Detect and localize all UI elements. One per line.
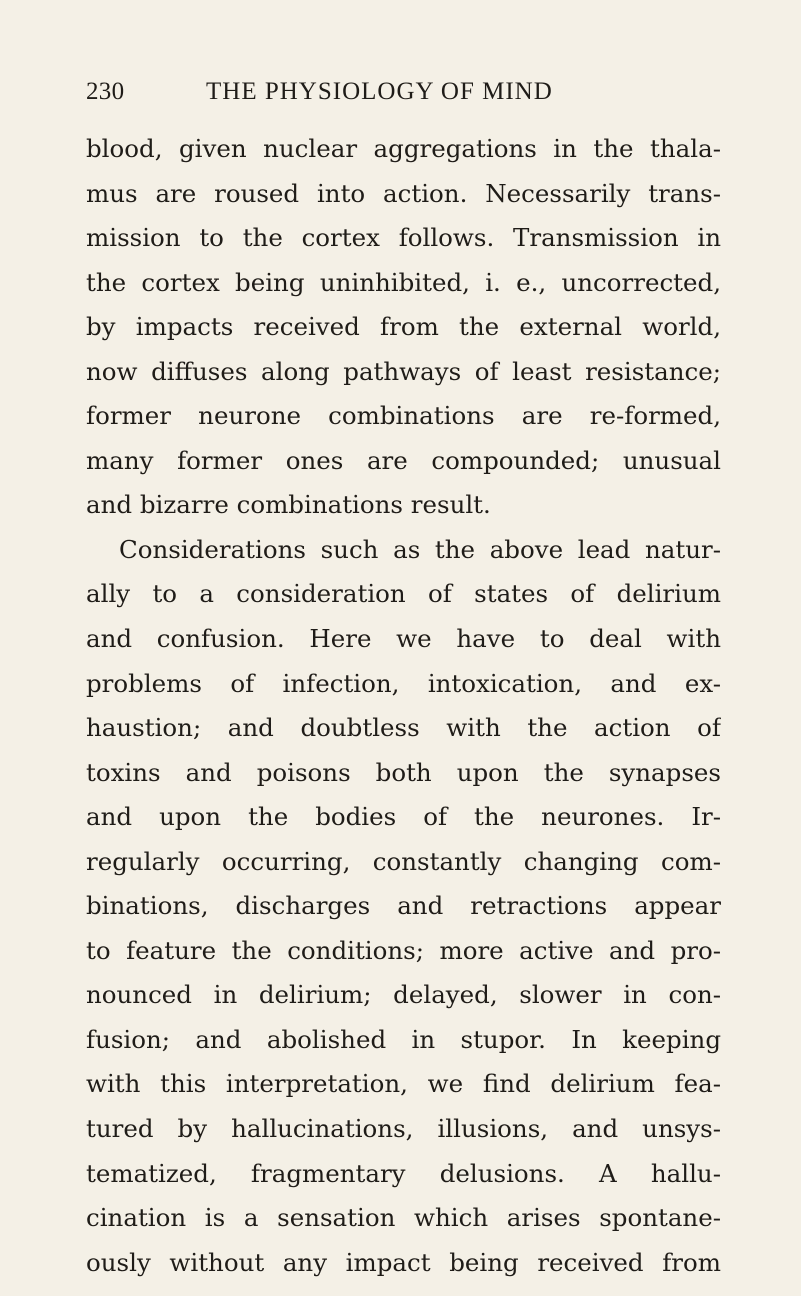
text-line: mission to the cortex follows. Transmission in bbox=[86, 223, 721, 253]
text-line: and upon the bodies of the neurones. Ir- bbox=[86, 802, 721, 832]
page-header bbox=[86, 78, 715, 108]
text-line: with this interpretation, we find delirium fea- bbox=[86, 1069, 721, 1099]
text-line: problems of infection, intoxication, and ex- bbox=[86, 668, 721, 698]
page-number: 230 bbox=[86, 78, 125, 105]
text-line: by impacts received from the external world, bbox=[86, 312, 721, 342]
paragraph-first-line: Considerations such as the above lead natur- bbox=[119, 534, 721, 564]
text-line: now diffuses along pathways of least resistance; bbox=[86, 356, 721, 386]
text-line: the cortex being uninhibited, i. e., uncorrected, bbox=[86, 267, 721, 297]
text-line: haustion; and doubtless with the action of bbox=[86, 713, 721, 743]
text-line: tured by hallucinations, illusions, and unsys- bbox=[86, 1114, 721, 1144]
text-line: regularly occurring, constantly changing com- bbox=[86, 846, 721, 876]
text-line: and confusion. Here we have to deal with bbox=[86, 624, 721, 654]
text-line: blood, given nuclear aggregations in the thala- bbox=[86, 134, 721, 163]
body-text bbox=[86, 127, 721, 1285]
text-line: ally to a consideration of states of delirium bbox=[86, 579, 721, 609]
text-line: nounced in delirium; delayed, slower in con- bbox=[86, 980, 721, 1010]
text-line: former neurone combinations are re-formed, bbox=[86, 401, 721, 431]
text-line: many former ones are compounded; unusual bbox=[86, 445, 721, 475]
text-line: to feature the conditions; more active and pro- bbox=[86, 935, 721, 965]
text-line: tematized, fragmentary delusions. A hallu- bbox=[86, 1158, 721, 1188]
text-line: mus are roused into action. Necessarily trans- bbox=[86, 178, 721, 208]
text-line: fusion; and abolished in stupor. In keeping bbox=[86, 1024, 721, 1054]
text-line: binations, discharges and retractions appear bbox=[86, 891, 721, 921]
running-title: THE PHYSIOLOGY OF MIND bbox=[206, 78, 553, 105]
text-line: ously without any impact being received from bbox=[86, 1247, 721, 1277]
paragraph-last-line: and bizarre combinations result. bbox=[86, 490, 491, 520]
text-line: toxins and poisons both upon the synapses bbox=[86, 757, 721, 787]
text-line: cination is a sensation which arises spontane- bbox=[86, 1203, 721, 1233]
